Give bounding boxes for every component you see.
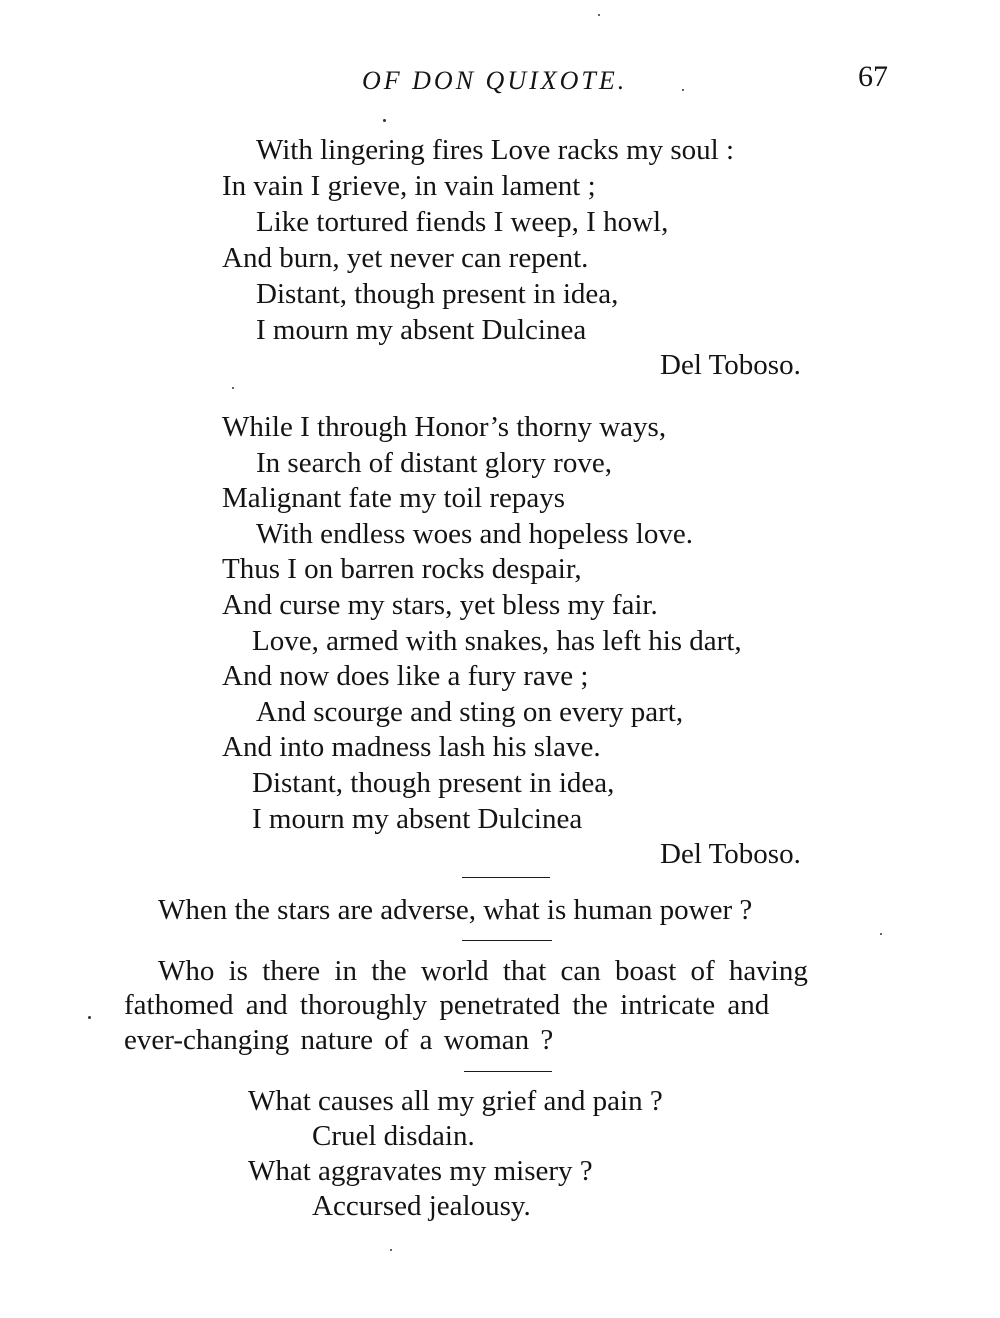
verse-line: I mourn my absent Dulcinea (252, 803, 583, 835)
verse-line: What causes all my grief and pain ? (248, 1085, 663, 1117)
verse-line: Cruel disdain. (312, 1120, 475, 1152)
scan-speck (88, 1016, 91, 1019)
verse-line: In search of distant glory rove, (256, 447, 612, 479)
verse-line: While I through Honor’s thorny ways, (222, 411, 667, 443)
verse-line: Love, armed with snakes, has left his dart, (252, 625, 742, 657)
verse-line: Distant, though present in idea, (256, 278, 619, 310)
verse-line: Accursed jealousy. (312, 1190, 531, 1222)
scan-speck (682, 89, 684, 91)
verse-line-refrain: Del Toboso. (660, 349, 801, 381)
paragraph-line: ever-changing nature of a woman ? (124, 1024, 554, 1056)
verse-line: And burn, yet never can repent. (222, 242, 589, 274)
verse-line: Distant, though present in idea, (252, 767, 615, 799)
maxim-line: When the stars are adverse, what is human power ? (158, 894, 753, 926)
paragraph-line: Who is there in the world that can boast of having (158, 955, 808, 987)
verse-line: In vain I grieve, in vain lament ; (222, 170, 596, 202)
verse-line: Like tortured fiends I weep, I howl, (256, 206, 669, 238)
verse-line: With endless woes and hopeless love. (256, 518, 693, 550)
verse-line: With lingering fires Love racks my soul : (256, 134, 735, 166)
section-divider (462, 940, 552, 941)
verse-line: And curse my stars, yet bless my fair. (222, 589, 658, 621)
verse-line: And now does like a fury rave ; (222, 660, 589, 692)
verse-line: And scourge and sting on every part, (256, 696, 684, 728)
scan-speck (232, 387, 234, 389)
verse-line: What aggravates my misery ? (248, 1155, 593, 1187)
verse-line-refrain: Del Toboso. (660, 838, 801, 870)
running-title: OF DON QUIXOTE. (362, 66, 628, 95)
scan-speck (390, 1249, 392, 1251)
section-divider (462, 877, 550, 878)
verse-line: Thus I on barren rocks despair, (222, 553, 582, 585)
running-head (0, 60, 1000, 106)
page-number: 67 (858, 60, 888, 93)
verse-line: I mourn my absent Dulcinea (256, 314, 587, 346)
section-divider (464, 1071, 552, 1072)
verse-line: And into madness lash his slave. (222, 731, 601, 763)
paragraph-line: fathomed and thoroughly penetrated the intricate and (124, 989, 770, 1021)
scan-speck (880, 933, 882, 935)
scan-speck (598, 14, 600, 16)
verse-line: Malignant fate my toil repays (222, 482, 566, 514)
scan-speck (383, 119, 386, 122)
